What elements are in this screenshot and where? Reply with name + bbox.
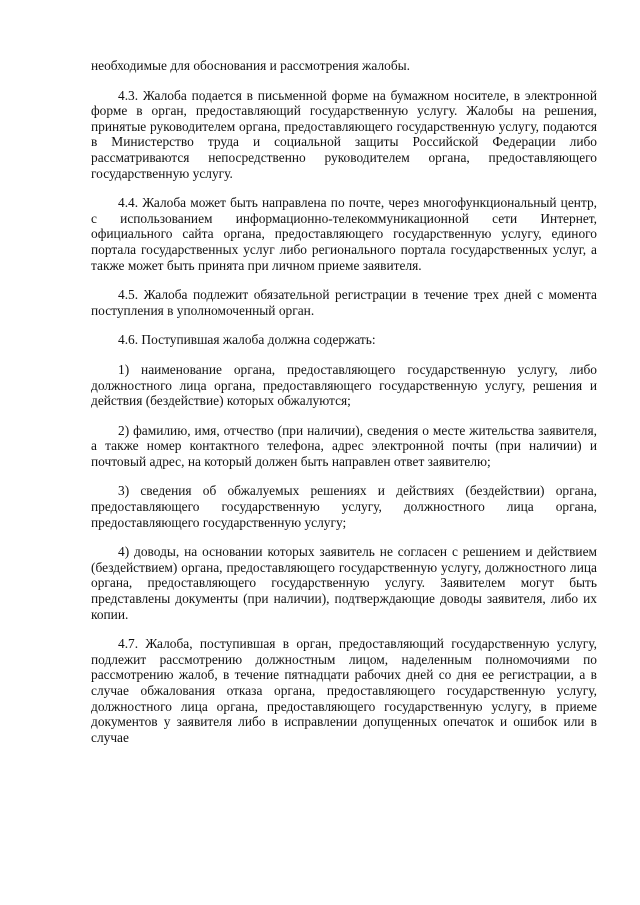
paragraph-4-7: 4.7. Жалоба, поступившая в орган, предоставляющий государственную услугу, подлежит рассмотрению должностным лицом, наделенным полномочиями по рассмотрению жалоб, в течение пятнадцати рабочих дней со дня ее регистрации, а в случае обжалования отказа органа, предоставляющего государственную услугу, должностного лица органа, предоставляющего государственную услугу, в приеме документов у заявителя либо в исправлении допущенных опечаток и ошибок или в случае xyxy=(91,636,597,745)
list-item-3: 3) сведения об обжалуемых решениях и действиях (бездействии) органа, предоставляющего государственную услугу, должностного лица органа, предоставляющего государственную услугу; xyxy=(91,483,597,530)
paragraph-4-3: 4.3. Жалоба подается в письменной форме на бумажном носителе, в электронной форме в орган, предоставляющий государственную услугу. Жалобы на решения, принятые руководителем органа, предоставляющего государственную услугу, подаются в Министерство труда и социальной защиты Российской Федерации либо рассматриваются непосредственно руководителем органа, предоставляющего государственную услугу. xyxy=(91,87,597,181)
list-item-2: 2) фамилию, имя, отчество (при наличии), сведения о месте жительства заявителя, а также номер контактного телефона, адрес электронной почты (при наличии) и почтовый адрес, на который должен быть направлен ответ заявителю; xyxy=(91,422,597,469)
paragraph-continuation: необходимые для обоснования и рассмотрения жалобы. xyxy=(91,58,410,73)
paragraph-4-4: 4.4. Жалоба может быть направлена по почте, через многофункциональный центр, с использованием информационно-телекоммуникационной сети Интернет, официального сайта органа, предоставляющего государственную услугу, единого портала государственных услуг либо регионального портала государственных услуг, а также может быть принята при личном приеме заявителя. xyxy=(91,195,597,273)
document-page xyxy=(91,58,597,759)
list-item-4: 4) доводы, на основании которых заявитель не согласен с решением и действием (бездействием) органа, предоставляющего государственную услугу, должностного лица органа, предоставляющего государственную услугу. Заявителем могут быть представлены документы (при наличии), подтверждающие доводы заявителя, либо их копии. xyxy=(91,544,597,622)
list-item-1: 1) наименование органа, предоставляющего государственную услугу, либо должностного лица органа, предоставляющего государственную услугу, решения и действия (бездействие) которых обжалуются; xyxy=(91,361,597,409)
paragraph-4-6: 4.6. Поступившая жалоба должна содержать: xyxy=(118,332,376,348)
paragraph-4-5: 4.5. Жалоба подлежит обязательной регистрации в течение трех дней с момента поступления в уполномоченный орган. xyxy=(91,287,597,318)
